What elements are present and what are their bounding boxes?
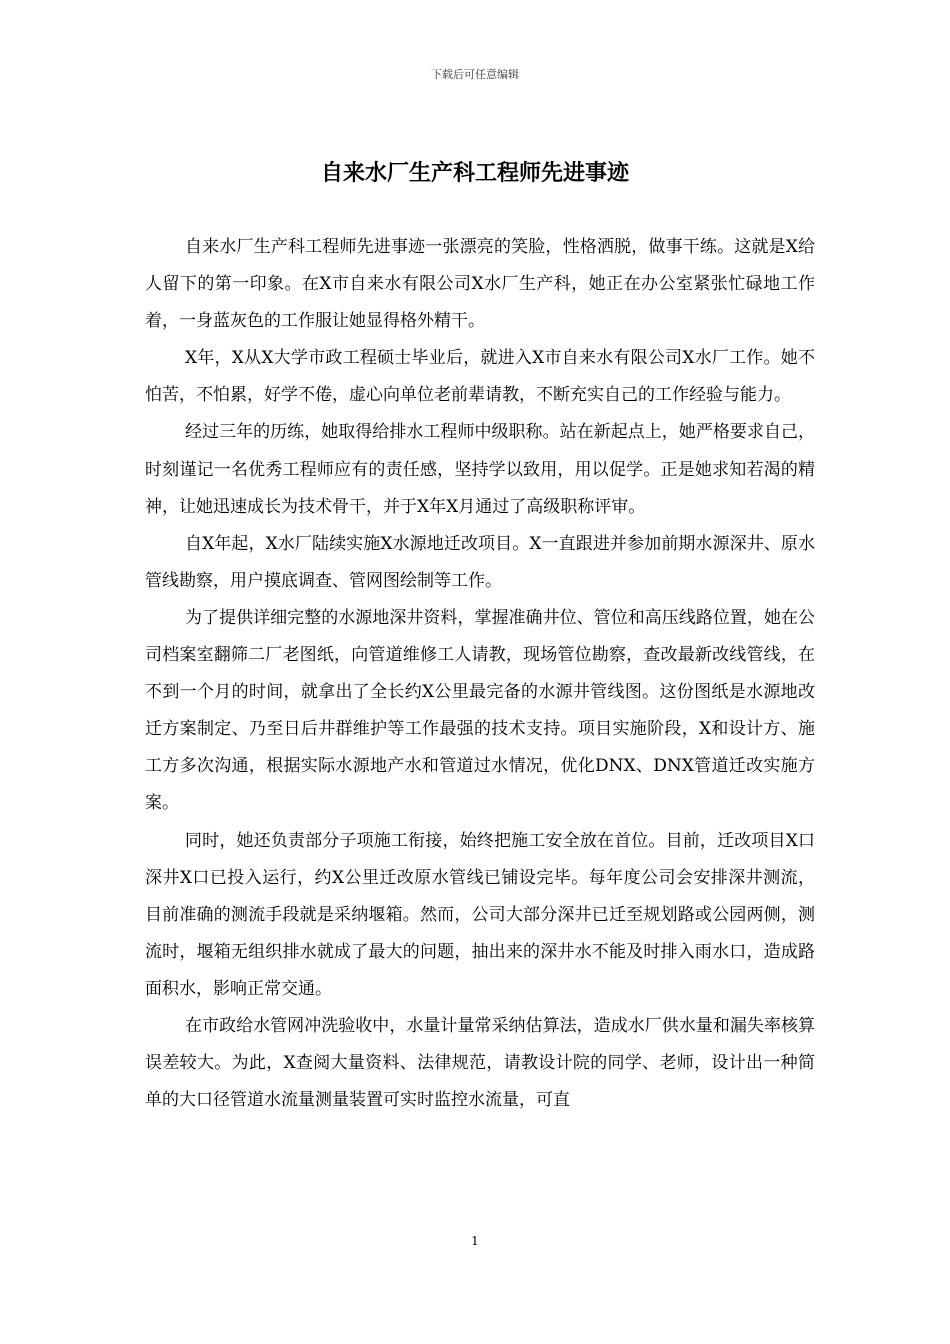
paragraph-7: 在市政给水管网冲洗验收中，水量计量常采纳估算法，造成水厂供水量和漏失率核算误差较大。为此，X查阅大量资料、法律规范，请教设计院的同学、老师，设计出一种简单的大口径管道水流量测量装置可实时监控水流量，可直 xyxy=(145,1015,815,1111)
page-title: 自来水厂生产科工程师先进事迹 xyxy=(320,161,629,186)
paragraph-3: 经过三年的历练，她取得给排水工程师中级职称。站在新起点上，她严格要求自己，时刻谨记一名优秀工程师应有的责任感，坚持学以致用，用以促学。正是她求知若渴的精神，让她迅速成长为技术骨干，并于X年X月通过了高级职称评审。 xyxy=(145,422,815,517)
paragraph-1: 自来水厂生产科工程师先进事迹一张漂亮的笑脸，性格洒脱，做事干练。这就是X给人留下的第一印象。在X市自来水有限公司X水厂生产科，她正在办公室紧张忙碌地工作着，一身蓝灰色的工作服让她显得格外精干。 xyxy=(145,237,815,332)
paragraph-6: 同时，她还负责部分子项施工衔接，始终把施工安全放在首位。目前，迁改项目X口深井X口已投入运行，约X公里迁改原水管线已铺设完毕。每年度公司会安排深井测流，目前准确的测流手段就是采纳堰箱。然而，公司大部分深井已迁至规划路或公园两侧，测流时，堰箱无组织排水就成了最大的问题，抽出来的深井水不能及时排入雨水口，造成路面积水，影响正常交通。 xyxy=(145,830,815,999)
paragraph-2: X年，X从X大学市政工程硕士毕业后，就进入X市自来水有限公司X水厂工作。她不怕苦，不怕累，好学不倦，虚心向单位老前辈请教，不断充实自己的工作经验与能力。 xyxy=(145,348,815,406)
header-note: 下载后可任意编辑 xyxy=(431,68,519,81)
document-body xyxy=(145,229,815,1119)
paragraph-5: 为了提供详细完整的水源地深井资料，掌握准确井位、管位和高压线路位置，她在公司档案室翻筛二厂老图纸，向管道维修工人请教，现场管位勘察，查改最新改线管线，在不到一个月的时间，就拿出了全长约X公里最完备的水源井管线图。这份图纸是水源地改迁方案制定、乃至日后井群维护等工作最强的技术支持。项目实施阶段，X和设计方、施工方多次沟通，根据实际水源地产水和管道过水情况，优化DNX、DNX管道迁改实施方案。 xyxy=(145,607,815,814)
paragraph-4: 自X年起，X水厂陆续实施X水源地迁改项目。X一直跟进并参加前期水源深井、原水管线勘察，用户摸底调查、管网图绘制等工作。 xyxy=(145,533,815,591)
page-number: 1 xyxy=(471,1234,479,1248)
